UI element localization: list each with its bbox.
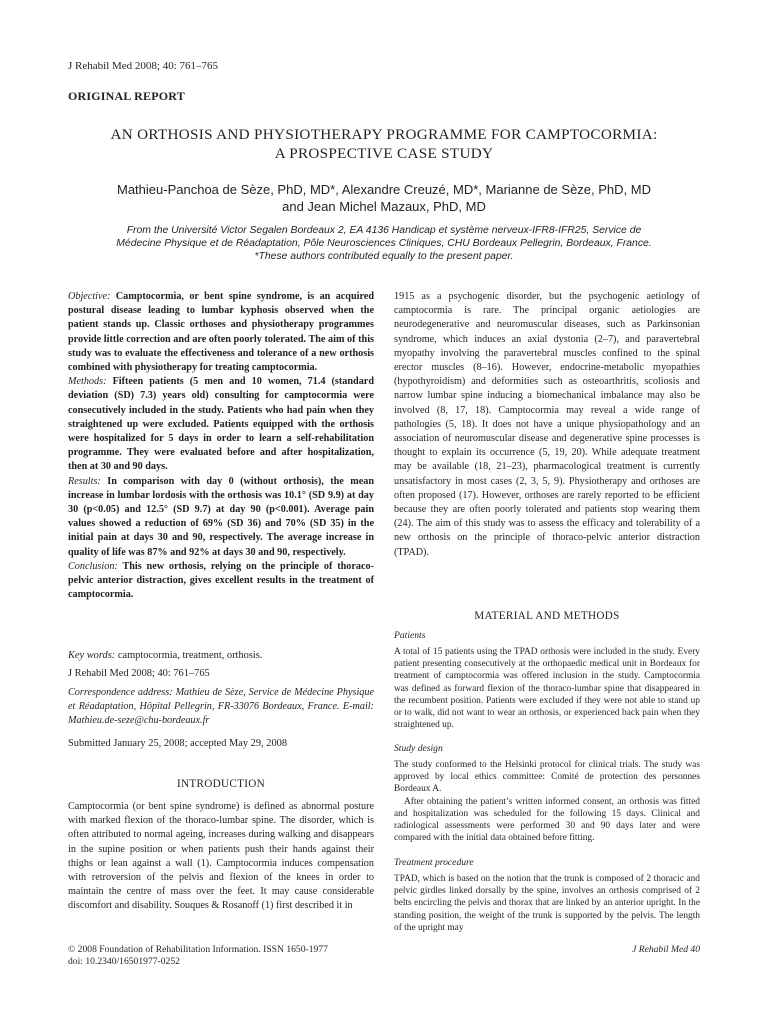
patients-heading: Patients: [394, 630, 426, 641]
authors-line-2: and Jean Michel Mazaux, PhD, MD: [282, 199, 486, 214]
abstract-results: [68, 475, 374, 560]
introduction-heading: INTRODUCTION: [176, 778, 266, 790]
design-section: [394, 743, 700, 844]
results-text: In comparison with day 0 (without orthosis), the mean increase in lumbar lordosis with the orthosis was 10.1° (SD 9.9) at day 30 (p<0.05) and 12.5° (SD 9.7) at day 90 (p<0.001). Average pain values showed a reduction of 69% (SD 36) and 70% (SD 35) in the initial pain at days 30 and 90, respectively. The average increase in quality of life was 87% and 92% at days 30 and 90, respectively.: [68, 475, 374, 558]
treatment-heading: Treatment procedure: [394, 857, 474, 868]
submission-dates: Submitted January 25, 2008; accepted May 29, 2008: [68, 738, 288, 749]
doi: doi: 10.2340/16501977-0252: [68, 956, 180, 967]
article-type: ORIGINAL REPORT: [68, 89, 185, 103]
design-paragraph-2: After obtaining the patient’s written informed consent, an orthosis was fitted and hospitalization was scheduled for the following 15 days. Clinical and radiological assessments were performed 30 and 90 days later and were compared with the initial data obtained before fitting.: [394, 796, 700, 844]
title-line-2: A PROSPECTIVE CASE STUDY: [274, 145, 494, 162]
affiliation: [50, 224, 718, 263]
objective-label: Objective:: [68, 291, 111, 302]
introduction-text: [68, 800, 374, 914]
article-title: [40, 125, 728, 163]
treatment-section: [394, 857, 700, 934]
keywords-label: Key words:: [68, 650, 116, 661]
copyright: © 2008 Foundation of Rehabilitation Information. ISSN 1650-1977: [68, 944, 328, 955]
footer-journal: J Rehabil Med 40: [632, 944, 700, 955]
keywords-text: camptocormia, treatment, orthosis.: [115, 650, 263, 661]
affiliation-line-1: From the Université Victor Segalen Bordeaux 2, EA 4136 Handicap et système nerveux-IFR8-IFR25, Service de: [126, 225, 642, 236]
title-line-1: AN ORTHOSIS AND PHYSIOTHERAPY PROGRAMME FOR CAMPTOCORMIA:: [110, 126, 658, 143]
authors: [40, 181, 728, 215]
methods-label: Methods:: [68, 376, 107, 388]
treatment-text: TPAD, which is based on the notion that the trunk is composed of 2 thoracic and pelvic girdles linked dorsally by the spine, involves an orthosis comprised of 2 belts encircling the pelvis and thorax that are linked by an anterior upright. In the standing position, the weight of the trunk is supported by the pelvis. The length of the upright may: [394, 874, 700, 933]
introduction-continued-paragraph: 1915 as a psychogenic disorder, but the psychogenic aetiology of camptocormia is rare. The principal organic aetiologies are neurodegenerative and neuromuscular diseases, such as Parkinsonian syndrome, which induces an axial dystonia (2–7), and paravertebral myopathy involving the paravertebral muscles confined to the spinal erector muscles (8–16). However, endocrine-metabolic myopathies (hypothyroidism) and deformities such as osteoarthritis, scoliosis and narrow lumbar spine inducing a biomechanical imbalance may also be involved (8, 17, 18). Camptocormia may reveal a wide range of pathologies (5, 18). It does not have a unique physiopathology and an association of neuromuscular disease and degenerative spine processes is thought to explain its occurrence (5, 19, 20). While adequate treatment may be available (18, 21–23), pharmacological treatment is currently unsatisfactory in most cases (2, 3, 5, 9). Physiotherapy and orthoses are often proposed (17). However, orthoses are rarely reported to be efficient because they are often poorly tolerated and patients stop wearing them (24). The aim of this study was to assess the efficacy and tolerability of a new orthosis on the principle of thoraco-pelvic anterior distraction (TPAD).: [394, 291, 700, 558]
design-text: [394, 759, 700, 844]
abstract-methods: [68, 375, 374, 474]
design-paragraph-1: The study conformed to the Helsinki protocol for clinical trials. The study was approved by local ethics committee: Comité de protection des personnes Bordeaux A.: [394, 760, 700, 795]
methods-text: Fifteen patients (5 men and 10 women, 71.4 (standard deviation (SD) 7.3) years old) consulting for camptocormia were consecutively included in the study. Patients who had pain when they straightened up were excluded. Patients equipped with the orthosis were hospitalized for 5 days in order to learn a self-rehabilitation programme. They were evaluated before and after hospitalization, then at 30 and 90 days.: [68, 376, 374, 473]
objective-text: Camptocormia, or bent spine syndrome, is an acquired postural disease leading to lumbar kyphosis observed when the patient stands up. Classic orthoses and physiotherapy programmes provide little correction and are often poorly tolerated. The aim of this study was to evaluate the effectiveness and tolerance of a new orthosis combined with physiotherapy for treating camptocormia.: [68, 291, 374, 374]
footer-left: [68, 944, 328, 968]
introduction-paragraph: Camptocormia (or bent spine syndrome) is defined as abnormal posture with marked flexion of the thoraco-lumbar spine. The disorder, which is often attributed to normal ageing, increases during walking and disappears in the supine position or when patients push their hands against their thighs or lean against a wall (1). Camptocormia induces compensation with retroversion of the pelvis and flexion of the knees in order to maintain the centre of mass over the feet. It may cause considerable discomfort and disability. Souques & Rosanoff (1) first described it in: [68, 801, 374, 912]
correspondence-address: Correspondence address: Mathieu de Sèze, Service de Médecine Physique et Réadaptation, Hôpital Pellegrin, FR-33076 Bordeaux, France. E-mail: Mathieu.de-seze@chu-bordeaux.fr: [68, 687, 374, 726]
design-heading: Study design: [394, 743, 443, 754]
conclusion-text: This new orthosis, relying on the principle of thoraco-pelvic anterior distraction, gives excellent results in the treatment of camptocormia.: [68, 560, 374, 601]
abstract-objective: [68, 290, 374, 375]
conclusion-label: Conclusion:: [68, 560, 118, 572]
patients-text: A total of 15 patients using the TPAD orthosis were included in the study. Every patient presenting consecutively at the orthopaedic medical unit in Bordeaux for treatment of camptocormia was offered inclusion in the study. Camptocormia was defined as forward flexion of the thoraco-lumbar spine that disappeared in the recumbent position. Patients were excluded if they were not able to stand up or to walk, did not want to wear an orthosis, or experienced back pain when they straightened up.: [394, 647, 700, 731]
abstract-conclusion: [68, 560, 374, 603]
affiliation-line-2: Médecine Physique et de Réadaptation, Pôle Neurosciences Cliniques, CHU Bordeaux Pellegrin, Bordeaux, France.: [116, 238, 652, 249]
affiliation-line-3: *These authors contributed equally to the present paper.: [254, 251, 514, 262]
abstract: [68, 290, 374, 602]
results-label: Results:: [68, 475, 101, 487]
patients-section: [394, 630, 700, 731]
introduction-continued: [394, 290, 700, 560]
keywords: [68, 649, 374, 663]
journal-reference-2: J Rehabil Med 2008; 40: 761–765: [68, 668, 210, 679]
methods-heading: MATERIAL AND METHODS: [474, 610, 620, 622]
authors-line-1: Mathieu-Panchoa de Sèze, PhD, MD*, Alexandre Creuzé, MD*, Marianne de Sèze, PhD, MD: [117, 182, 651, 197]
journal-reference: J Rehabil Med 2008; 40: 761–765: [68, 60, 219, 72]
